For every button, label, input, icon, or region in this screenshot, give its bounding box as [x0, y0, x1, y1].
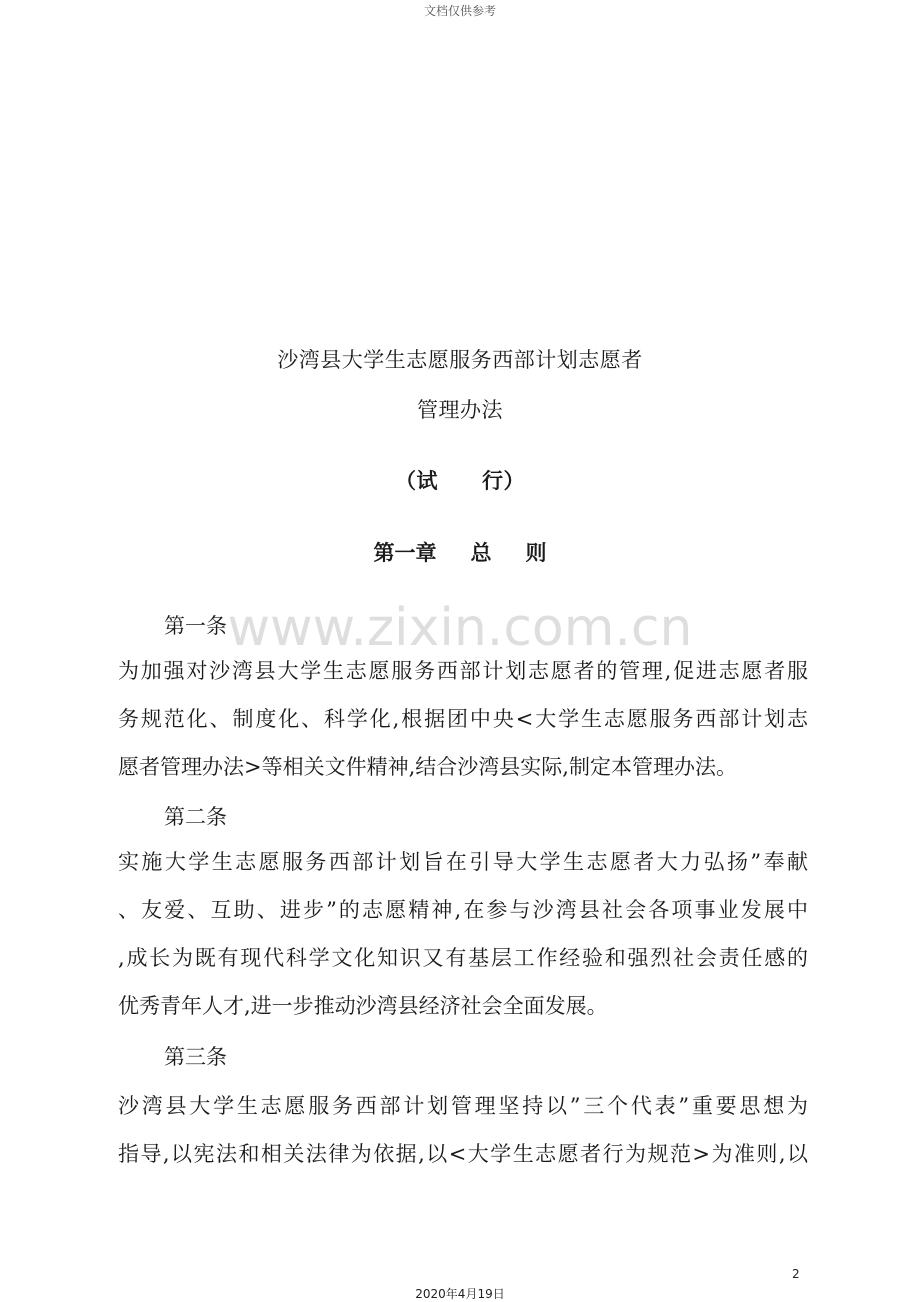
article-3-line-1: 沙湾县大学生志愿服务西部计划管理坚持以”三个代表”重要思想为: [118, 1094, 808, 1118]
trial-label-open: （试: [395, 469, 438, 493]
footer-date: 2020年4月19日: [415, 1287, 505, 1301]
article-3-line-2: 指导,以宪法和相关法律为依据,以<大学生志愿者行为规范>为准则,以: [118, 1142, 808, 1166]
chapter-heading: [0, 537, 920, 567]
trial-label-close: 行）: [482, 469, 525, 493]
header-note: 文档仅供参考: [423, 4, 496, 18]
document-title-line-1: 沙湾县大学生志愿服务西部计划志愿者: [277, 348, 643, 372]
article-2-line-1: 实施大学生志愿服务西部计划旨在引导大学生志愿者大力弘扬”奉献: [118, 850, 808, 874]
page-number: 2: [792, 1267, 800, 1281]
article-1-line-1: 为加强对沙湾县大学生志愿服务西部计划志愿者的管理,促进志愿者服: [118, 659, 808, 683]
article-1-line-2: 务规范化、制度化、科学化,根据团中央<大学生志愿服务西部计划志: [118, 707, 808, 731]
document-title-line-2: 管理办法: [417, 398, 503, 422]
article-body-3: [118, 1082, 808, 1178]
article-body-1: [118, 647, 808, 791]
article-1-line-3: 愿者管理办法>等相关文件精神,结合沙湾县实际,制定本管理办法。: [118, 755, 737, 779]
chapter-number: 第一章: [373, 541, 437, 565]
article-2-line-4: 优秀青年人才,进一步推动沙湾县经济社会全面发展。: [118, 994, 608, 1018]
watermark: www.zixin.com.cn: [227, 598, 693, 658]
trial-label: [0, 465, 920, 495]
article-heading-3: 第三条: [164, 1045, 227, 1069]
article-heading-2: 第二条: [164, 805, 227, 829]
article-body-2: [118, 838, 808, 1030]
article-2-line-3: ,成长为既有现代科学文化知识又有基层工作经验和强烈社会责任感的: [118, 946, 808, 970]
article-2-line-2: 、友爱、互助、进步”的志愿精神,在参与沙湾县社会各项事业发展中: [118, 898, 808, 922]
article-heading-1: 第一条: [164, 614, 227, 638]
chapter-name-part2: 则: [525, 541, 547, 565]
chapter-name-part1: 总: [470, 541, 492, 565]
